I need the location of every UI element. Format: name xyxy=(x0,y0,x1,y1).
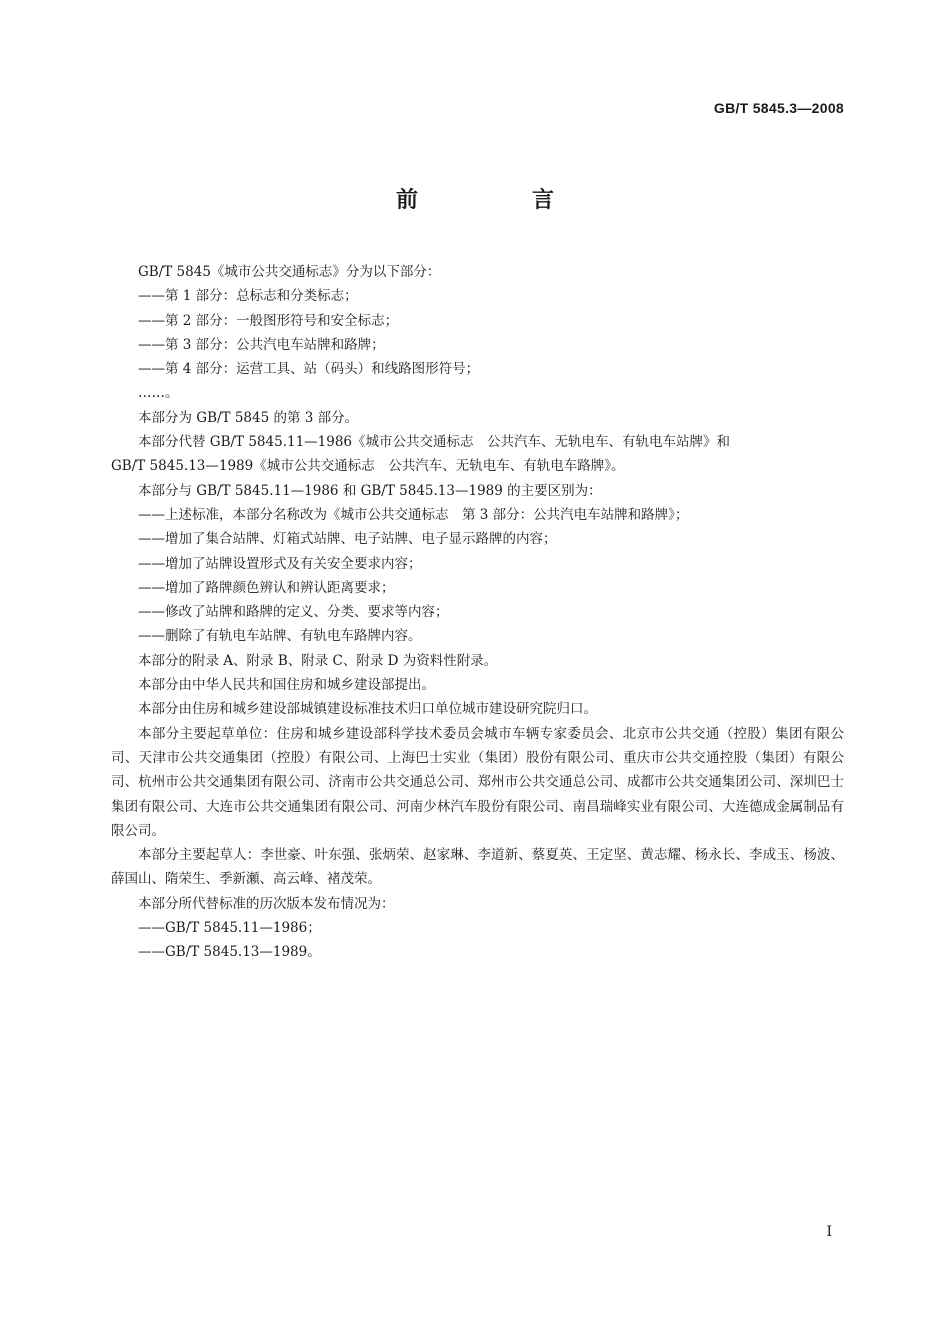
list-item: ——第 3 部分：公共汽电车站牌和路牌； xyxy=(138,336,385,353)
list-item: ——第 1 部分：总标志和分类标志； xyxy=(138,288,358,305)
page-number: I xyxy=(826,1224,832,1240)
standard-code: GB/T 5845.3—2008 xyxy=(713,100,844,116)
paragraph: 本部分为 GB/T 5845 的第 3 部分。 xyxy=(138,409,359,426)
list-item: ——第 4 部分：运营工具、站（码头）和线路图形符号； xyxy=(138,361,480,378)
page-title: 前 言 xyxy=(395,188,600,213)
paragraph: 本部分由住房和城乡建设部城镇建设标准技术归口单位城市建设研究院归口。 xyxy=(138,701,597,718)
list-item: ——增加了集合站牌、灯箱式站牌、电子站牌、电子显示路牌的内容； xyxy=(138,531,557,548)
list-item: ……。 xyxy=(138,385,179,402)
list-item: ——上述标准，本部分名称改为《城市公共交通标志 第 3 部分：公共汽电车站牌和路牌》； xyxy=(138,506,689,523)
list-item: ——GB/T 5845.13—1989。 xyxy=(138,944,321,961)
paragraph: 本部分的附录 A、附录 B、附录 C、附录 D 为资料性附录。 xyxy=(138,652,498,669)
list-item: ——删除了有轨电车站牌、有轨电车路牌内容。 xyxy=(138,628,422,645)
paragraph: 本部分与 GB/T 5845.11—1986 和 GB/T 5845.13—1989 的主要区别为： xyxy=(138,482,602,499)
list-item: ——GB/T 5845.11—1986； xyxy=(138,920,321,937)
list-item: ——增加了路牌颜色辨认和辨认距离要求； xyxy=(138,579,395,596)
paragraph: 本部分主要起草人：李世豪、叶东强、张炳荣、赵家琳、李道新、蔡夏英、王定坚、黄志耀、杨永长、李成玉、杨波、薛国山、隋荣生、季新瀬、高云峰、褚茂荣。 xyxy=(111,847,844,888)
list-item: ——第 2 部分：一般图形符号和安全标志； xyxy=(138,312,399,329)
paragraph: 本部分主要起草单位：住房和城乡建设部科学技术委员会城市车辆专家委员会、北京市公共交通（控股）集团有限公司、天津市公共交通集团（控股）有限公司、上海巴士实业（集团）股份有限公司、重庆市公共交通控股（集团）有限公司、杭州市公共交通集团有限公司、济南市公共交通总公司、郑州市公共交通总公司、成都市公共交通集团公司、深圳巴士集团有限公司、大连市公共交通集团有限公司、河南少林汽车股份有限公司、南昌瑞峰实业有限公司、大连德成金属制品有限公司。 xyxy=(111,725,844,839)
paragraph: GB/T 5845《城市公共交通标志》分为以下部分： xyxy=(138,264,441,280)
paragraph-continuation: GB/T 5845.13—1989《城市公共交通标志 公共汽车、无轨电车、有轨电车路牌》。 xyxy=(111,458,625,475)
paragraph: 本部分代替 GB/T 5845.11—1986《城市公共交通标志 公共汽车、无轨电车、有轨电车站牌》和 xyxy=(138,434,731,451)
document-body xyxy=(111,260,844,965)
list-item: ——修改了站牌和路牌的定义、分类、要求等内容； xyxy=(138,604,449,621)
paragraph: 本部分所代替标准的历次版本发布情况为： xyxy=(138,895,395,912)
list-item: ——增加了站牌设置形式及有关安全要求内容； xyxy=(138,555,422,572)
paragraph: 本部分由中华人民共和国住房和城乡建设部提出。 xyxy=(138,677,435,694)
